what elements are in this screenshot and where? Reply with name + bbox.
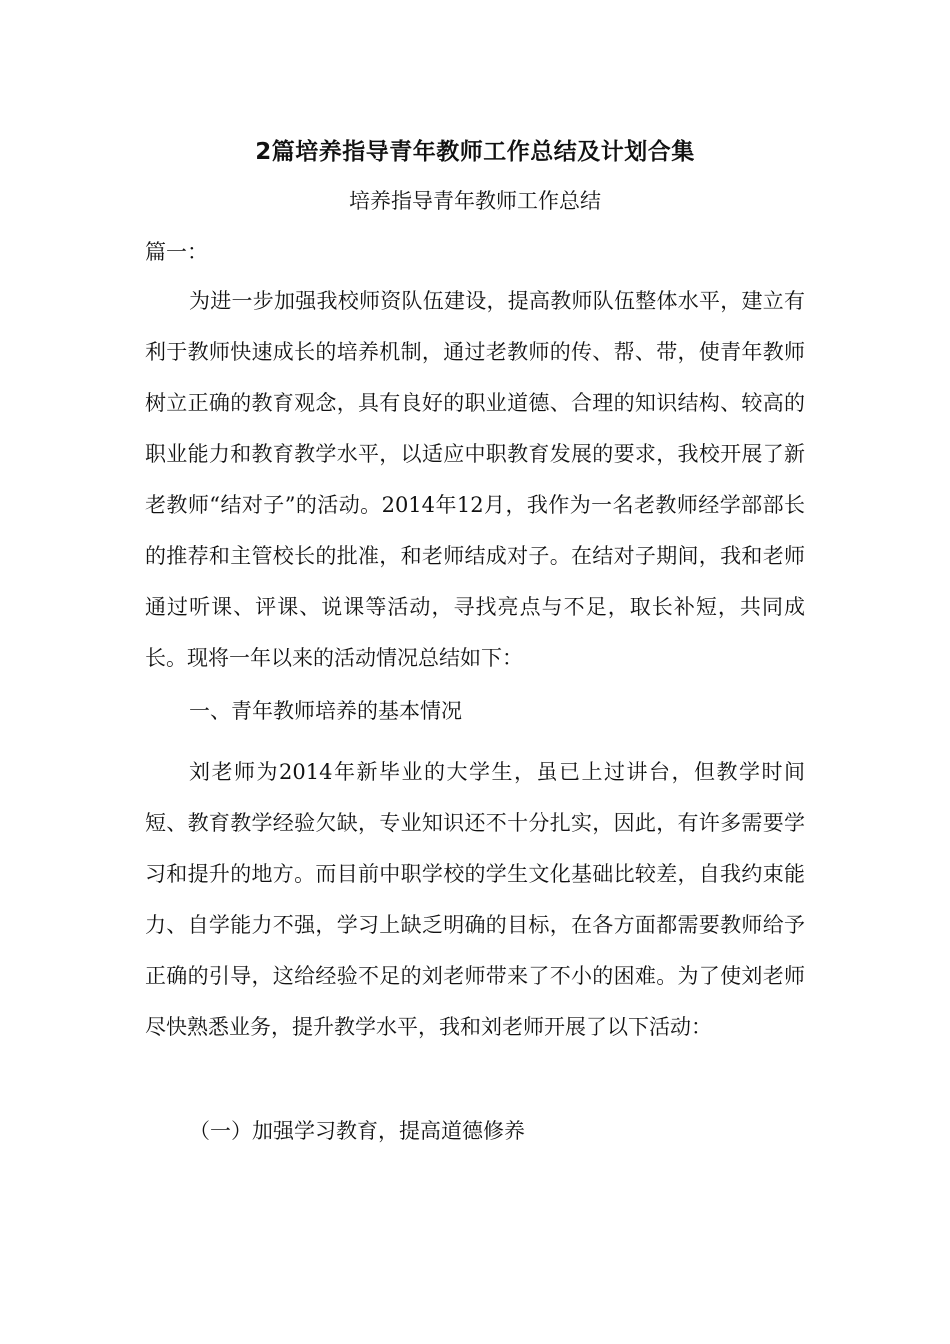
- section-label: 篇一：: [145, 240, 208, 264]
- document-title: 2篇培养指导青年教师工作总结及计划合集: [255, 139, 695, 165]
- document-subtitle: 培养指导青年教师工作总结: [349, 189, 601, 213]
- section-heading-basic-situation: 一、青年教师培养的基本情况: [189, 699, 462, 723]
- body-paragraph: 刘老师为2014年新毕业的大学生，虽已上过讲台，但教学时间短、教育教学经验欠缺，专业知识还不十分扎实，因此，有许多需要学习和提升的地方。而目前中职学校的学生文化基础比较差，自我约束能力、自学能力不强，学习上缺乏明确的目标，在各方面都需要教师给予正确的引导，这给经验不足的刘老师带来了不小的困难。为了使刘老师尽快熟悉业务，提升教学水平，我和刘老师开展了以下活动：: [145, 760, 805, 1039]
- subsection-heading: （一）加强学习教育，提高道德修养: [189, 1119, 525, 1143]
- intro-paragraph: 为进一步加强我校师资队伍建设，提高教师队伍整体水平，建立有利于教师快速成长的培养机制，通过老教师的传、帮、带，使青年教师树立正确的教育观念，具有良好的职业道德、合理的知识结构、较高的职业能力和教育教学水平，以适应中职教育发展的要求，我校开展了新老教师“结对子”的活动。2014年12月，我作为一名老教师经学部部长的推荐和主管校长的批准，和老师结成对子。在结对子期间，我和老师通过听课、评课、说课等活动，寻找亮点与不足，取长补短，共同成长。现将一年以来的活动情况总结如下：: [145, 289, 805, 670]
